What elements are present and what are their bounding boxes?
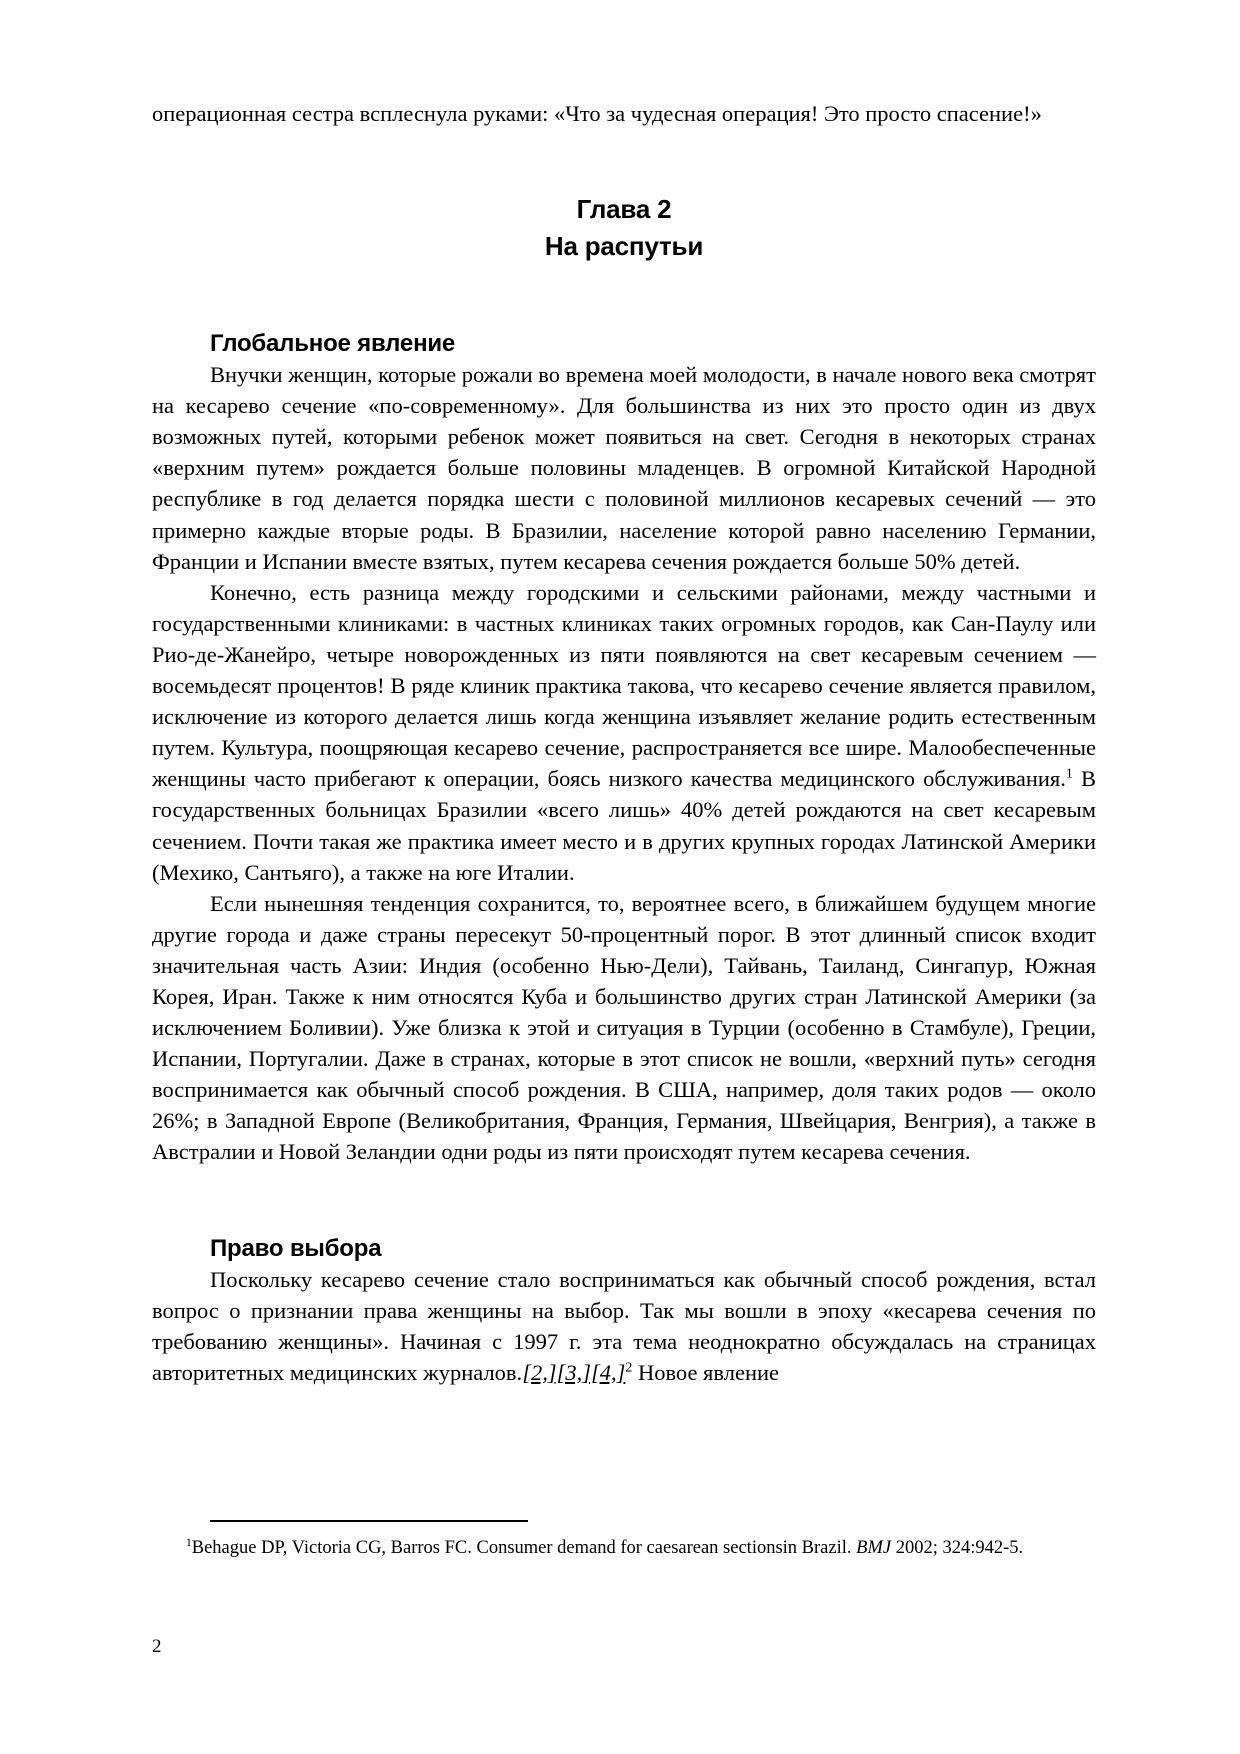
continued-paragraph: операционная сестра всплеснула руками: «Что за чудесная операция! Это просто спасение!» bbox=[152, 101, 1042, 126]
paragraph-1: Внучки женщин, которые рожали во времена моей молодости, в начале нового века смотрят на кесарево сечение «по-современному». Для большинства из них это просто один из двух возможных путей, которыми ребенок может появиться на свет. Сегодня в некоторых странах «верхним путем» рождается больше половины младенцев. В огромной Китайской Народной республике в год делается порядка шести с половиной миллионов кесаревых сечений — это примерно каждые вторые роды. В Бразилии, население которой равно населению Германии, Франции и Испании вместе взятых, путем кесарева сечения рождается больше 50% детей. bbox=[152, 362, 1096, 574]
paragraph-2-text-before: Конечно, есть разница между городскими и сельскими районами, между частными и государственными клиниками: в частных клиниках таких огромных городов, как Сан-Паулу или Рио-де-Жанейро, четыре новорожденных из пяти появляются на свет кесаревым сечением — восемьдесят процентов! В ряде клиник практика такова, что кесарево сечение является правилом, исключение из которого делается лишь когда женщина изъявляет желание родить естественным путем. Культура, поощряющая кесарево сечение, распространяется все шире. Малообеспеченные женщины часто прибегают к операции, боясь низкого качества медицинского обслуживания. bbox=[152, 579, 1096, 792]
paragraph-2-with-footnote bbox=[152, 577, 1096, 888]
footnote-marker-2[interactable]: 2 bbox=[625, 1360, 633, 1376]
footnote-marker-1[interactable]: 1 bbox=[1065, 766, 1073, 782]
chapter-number: Глава 2 bbox=[576, 194, 672, 225]
chapter-title: На распутьи bbox=[544, 231, 704, 262]
paragraph-3: Если нынешняя тенденция сохранится, то, вероятнее всего, в ближайшем будущем многие другие города и даже страны пересекут 50-процентный порог. В этот длинный список входит значительная часть Азии: Индия (особенно Нью-Дели), Тайвань, Таиланд, Сингапур, Южная Корея, Иран. Также к ним относятся Куба и большинство других стран Латинской Америки (за исключением Боливии). Уже близка к этой и ситуация в Турции (особенно в Стамбуле), Греции, Испании, Португалии. Даже в странах, которые в этот список не вошли, «верхний путь» сегодня воспринимается как обычный способ рождения. В США, например, доля таких родов — около 26%; в Западной Европе (Великобритания, Франция, Германия, Швейцария, Венгрия), а также в Австралии и Новой Зеландии одни роды из пяти происходят путем кесарева сечения. bbox=[152, 890, 1096, 1165]
page-number: 2 bbox=[152, 1636, 162, 1657]
section-heading-global-phenomenon: Глобальное явление bbox=[210, 330, 456, 358]
footnote-entry-1 bbox=[152, 1536, 1096, 1561]
footnote-text-part1: Behague DP, Victoria CG, Barros FC. Consumer demand for caesarean sectionsin Brazil. bbox=[191, 1538, 857, 1558]
paragraph-2-text-after: В государственных больницах Бразилии «всего лишь» 40% детей рождаются на свет кесаревым сечением. Почти такая же практика имеет место и в других крупных городах Латинской Америки (Мехико, Сантьяго), а также на юге Италии. bbox=[152, 766, 1096, 885]
footnote-separator-rule bbox=[210, 1520, 528, 1522]
paragraph-4-with-citation bbox=[152, 1264, 1096, 1388]
footnote-text-part2: 2002; 324:942-5. bbox=[891, 1538, 1024, 1558]
citation-link[interactable]: [2,][3,][4,] bbox=[522, 1359, 626, 1385]
paragraph-4-text-before: Поскольку кесарево сечение стало восприниматься как обычный способ рождения, встал вопрос о признании права женщины на выбор. Так мы вошли в эпоху «кесарева сечения по требованию женщины». Начиная с 1997 г. эта тема неоднократно обсуждалась на страницах авторитетных медицинских журналов. bbox=[152, 1266, 1096, 1385]
footnote-number-1: 1 bbox=[186, 1536, 192, 1549]
section-heading-right-of-choice: Право выбора bbox=[210, 1234, 382, 1262]
paragraph-4-text-after: Новое явление bbox=[632, 1359, 780, 1385]
footnote-journal-name: BMJ bbox=[856, 1538, 892, 1558]
page-content bbox=[152, 98, 1096, 1388]
footnote-area bbox=[152, 1520, 1096, 1561]
chapter-heading-block bbox=[152, 191, 1096, 265]
